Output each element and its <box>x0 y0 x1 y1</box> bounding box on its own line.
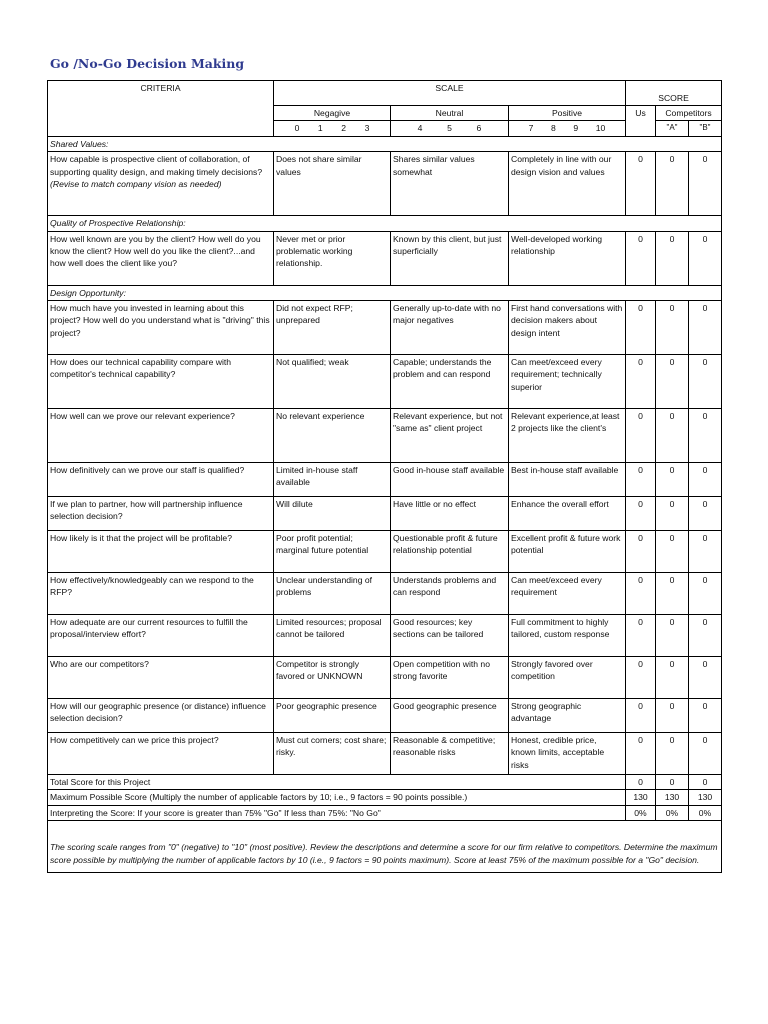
neutral-ticks <box>391 121 509 136</box>
criteria-text: How much have you invested in learning about this project? How well do you understand what is "driving" this project? <box>50 303 270 338</box>
negative-cell: Not qualified; weak <box>274 355 391 409</box>
competitor-a-score: 0 <box>656 355 689 409</box>
competitor-a-max-score: 130 <box>656 790 689 805</box>
criteria-cell <box>48 152 274 216</box>
competitor-b-score: 0 <box>689 615 722 657</box>
negative-cell: No relevant experience <box>274 409 391 463</box>
criteria-text: How does our technical capability compare with competitor's technical capability? <box>50 357 232 380</box>
criteria-cell <box>48 573 274 615</box>
competitor-b-interpretation: 0% <box>689 805 722 820</box>
us-score: 0 <box>626 497 656 531</box>
competitor-a-header: "A" <box>656 121 689 136</box>
competitor-b-score: 0 <box>689 152 722 216</box>
negative-tick: 2 <box>341 123 347 134</box>
table-row <box>48 699 722 733</box>
negative-cell: Did not expect RFP; unprepared <box>274 301 391 355</box>
neutral-cell: Known by this client, but just superficially <box>391 231 509 285</box>
section-row <box>48 216 722 231</box>
positive-cell: Strongly favored over competition <box>509 657 626 699</box>
neutral-cell: Capable; understands the problem and can respond <box>391 355 509 409</box>
us-max-score: 130 <box>626 790 656 805</box>
competitor-a-score: 0 <box>656 301 689 355</box>
competitor-a-score: 0 <box>656 657 689 699</box>
scale-header: SCALE <box>274 81 626 106</box>
positive-cell: Relevant experience,at least 2 projects like the client's <box>509 409 626 463</box>
section-label: Design Opportunity: <box>48 285 722 300</box>
us-score: 0 <box>626 409 656 463</box>
table-row <box>48 355 722 409</box>
score-header: SCORE <box>626 81 722 106</box>
criteria-cell <box>48 531 274 573</box>
table-row <box>48 497 722 531</box>
decision-matrix-table <box>47 80 722 873</box>
positive-tick: 9 <box>573 123 579 134</box>
competitor-a-interpretation: 0% <box>656 805 689 820</box>
neutral-cell: Questionable profit & future relationship potential <box>391 531 509 573</box>
us-total-score: 0 <box>626 775 656 790</box>
competitor-a-score: 0 <box>656 231 689 285</box>
negative-cell: Limited in-house staff available <box>274 463 391 497</box>
us-header: Us <box>626 106 656 137</box>
criteria-text: How will our geographic presence (or distance) influence selection decision? <box>50 701 266 724</box>
negative-cell: Poor geographic presence <box>274 699 391 733</box>
competitor-b-score: 0 <box>689 301 722 355</box>
neutral-cell: Understands problems and can respond <box>391 573 509 615</box>
max-score-label: Maximum Possible Score (Multiply the number of applicable factors by 10; i.e., 9 factors = 90 points possible.) <box>48 790 626 805</box>
positive-header: Positive <box>509 106 626 121</box>
us-score: 0 <box>626 355 656 409</box>
us-score: 0 <box>626 463 656 497</box>
competitor-a-score: 0 <box>656 409 689 463</box>
competitor-b-score: 0 <box>689 409 722 463</box>
competitor-b-total-score: 0 <box>689 775 722 790</box>
positive-cell: First hand conversations with decision makers about design intent <box>509 301 626 355</box>
positive-cell: Best in-house staff available <box>509 463 626 497</box>
competitor-b-score: 0 <box>689 699 722 733</box>
negative-cell: Limited resources; proposal cannot be tailored <box>274 615 391 657</box>
criteria-cell <box>48 409 274 463</box>
criteria-text: How likely is it that the project will be profitable? <box>50 533 232 544</box>
negative-cell: Does not share similar values <box>274 152 391 216</box>
neutral-cell: Relevant experience, but not "same as" client project <box>391 409 509 463</box>
neutral-cell: Generally up-to-date with no major negatives <box>391 301 509 355</box>
competitor-a-score: 0 <box>656 152 689 216</box>
criteria-cell <box>48 231 274 285</box>
section-label: Shared Values: <box>48 136 722 151</box>
table-row <box>48 301 722 355</box>
table-row <box>48 531 722 573</box>
scoring-note: The scoring scale ranges from "0" (negative) to "10" (most positive). Review the descriptions and determine a score for our firm relative to competitors. Determine the maximum score possible by multiplying the number of applicable factors by 10 (i.e., 9 factors = 90 points maximum). Score at least 75% of the maximum possible for a "Go" decision. <box>48 821 722 873</box>
competitor-a-total-score: 0 <box>656 775 689 790</box>
criteria-cell <box>48 615 274 657</box>
table-row <box>48 463 722 497</box>
negative-cell: Never met or prior problematic working relationship. <box>274 231 391 285</box>
us-interpretation: 0% <box>626 805 656 820</box>
neutral-cell: Open competition with no strong favorite <box>391 657 509 699</box>
negative-cell: Unclear understanding of problems <box>274 573 391 615</box>
competitor-a-score: 0 <box>656 615 689 657</box>
criteria-text: Who are our competitors? <box>50 659 149 670</box>
criteria-text: How competitively can we price this project? <box>50 735 219 746</box>
competitors-header: Competitors <box>656 106 722 121</box>
criteria-text: How effectively/knowledgeably can we respond to the RFP? <box>50 575 254 598</box>
negative-cell: Competitor is strongly favored or UNKNOWN <box>274 657 391 699</box>
positive-tick: 7 <box>528 123 534 134</box>
table-row <box>48 231 722 285</box>
positive-cell: Strong geographic advantage <box>509 699 626 733</box>
note-row <box>48 821 722 873</box>
competitor-b-score: 0 <box>689 231 722 285</box>
positive-cell: Can meet/exceed every requirement <box>509 573 626 615</box>
competitor-b-header: "B" <box>689 121 722 136</box>
criteria-header: CRITERIA <box>48 81 274 137</box>
competitor-b-score: 0 <box>689 531 722 573</box>
criteria-note: (Revise to match company vision as needed) <box>50 179 222 190</box>
table-row <box>48 152 722 216</box>
us-score: 0 <box>626 733 656 775</box>
negative-cell: Must cut corners; cost share; risky. <box>274 733 391 775</box>
neutral-header: Neutral <box>391 106 509 121</box>
positive-tick: 10 <box>595 123 606 134</box>
competitor-a-score: 0 <box>656 573 689 615</box>
competitor-b-score: 0 <box>689 497 722 531</box>
positive-ticks <box>509 121 626 136</box>
us-score: 0 <box>626 531 656 573</box>
total-score-row <box>48 775 722 790</box>
criteria-cell <box>48 463 274 497</box>
section-row <box>48 285 722 300</box>
criteria-cell <box>48 657 274 699</box>
competitor-a-score: 0 <box>656 699 689 733</box>
competitor-b-score: 0 <box>689 657 722 699</box>
neutral-cell: Reasonable & competitive; reasonable risks <box>391 733 509 775</box>
competitor-b-score: 0 <box>689 573 722 615</box>
criteria-cell <box>48 497 274 531</box>
positive-cell: Excellent profit & future work potential <box>509 531 626 573</box>
competitor-a-score: 0 <box>656 463 689 497</box>
positive-tick: 8 <box>551 123 556 134</box>
neutral-cell: Good resources; key sections can be tailored <box>391 615 509 657</box>
us-score: 0 <box>626 231 656 285</box>
neutral-cell: Have little or no effect <box>391 497 509 531</box>
positive-cell: Completely in line with our design vision and values <box>509 152 626 216</box>
criteria-text: How well known are you by the client? How well do you know the client? How well do you like the client?...and how well does the client like you? <box>50 233 261 269</box>
neutral-tick: 6 <box>476 123 482 134</box>
negative-ticks <box>274 121 391 136</box>
interpretation-row <box>48 805 722 820</box>
table-row <box>48 409 722 463</box>
criteria-cell <box>48 355 274 409</box>
section-row <box>48 136 722 151</box>
positive-cell: Can meet/exceed every requirement; technically superior <box>509 355 626 409</box>
negative-cell: Will dilute <box>274 497 391 531</box>
competitor-a-score: 0 <box>656 531 689 573</box>
neutral-cell: Good in-house staff available <box>391 463 509 497</box>
criteria-cell <box>48 699 274 733</box>
neutral-cell: Shares similar values somewhat <box>391 152 509 216</box>
competitor-b-score: 0 <box>689 733 722 775</box>
competitor-a-score: 0 <box>656 733 689 775</box>
negative-cell: Poor profit potential; marginal future potential <box>274 531 391 573</box>
total-score-label: Total Score for this Project <box>48 775 626 790</box>
negative-tick: 3 <box>364 123 370 134</box>
competitor-b-max-score: 130 <box>689 790 722 805</box>
criteria-text: If we plan to partner, how will partnership influence selection decision? <box>50 499 243 522</box>
competitor-a-score: 0 <box>656 497 689 531</box>
table-row <box>48 733 722 775</box>
positive-cell: Honest, credible price, known limits, acceptable risks <box>509 733 626 775</box>
competitor-b-score: 0 <box>689 355 722 409</box>
criteria-text: How well can we prove our relevant experience? <box>50 411 235 422</box>
neutral-cell: Good geographic presence <box>391 699 509 733</box>
max-score-row <box>48 790 722 805</box>
table-row <box>48 573 722 615</box>
criteria-cell <box>48 301 274 355</box>
section-label: Quality of Prospective Relationship: <box>48 216 722 231</box>
criteria-cell <box>48 733 274 775</box>
interpretation-label: Interpreting the Score: If your score is greater than 75% "Go" If less than 75%: "No Go" <box>48 805 626 820</box>
positive-cell: Full commitment to highly tailored, custom response <box>509 615 626 657</box>
negative-tick: 0 <box>294 123 300 134</box>
us-score: 0 <box>626 152 656 216</box>
us-score: 0 <box>626 615 656 657</box>
us-score: 0 <box>626 573 656 615</box>
us-score: 0 <box>626 657 656 699</box>
criteria-text: How definitively can we prove our staff is qualified? <box>50 465 245 476</box>
table-row <box>48 615 722 657</box>
positive-cell: Well-developed working relationship <box>509 231 626 285</box>
negative-header: Negagive <box>274 106 391 121</box>
criteria-text: How capable is prospective client of collaboration, of supporting quality design, and making timely decisions? <box>50 154 263 177</box>
negative-tick: 1 <box>317 123 323 134</box>
us-score: 0 <box>626 301 656 355</box>
neutral-tick: 4 <box>417 123 423 134</box>
table-row <box>48 657 722 699</box>
us-score: 0 <box>626 699 656 733</box>
neutral-tick: 5 <box>447 123 452 134</box>
positive-cell: Enhance the overall effort <box>509 497 626 531</box>
page-title: Go /No-Go Decision Making <box>50 56 245 71</box>
criteria-text: How adequate are our current resources to fulfill the proposal/interview effort? <box>50 617 248 640</box>
competitor-b-score: 0 <box>689 463 722 497</box>
